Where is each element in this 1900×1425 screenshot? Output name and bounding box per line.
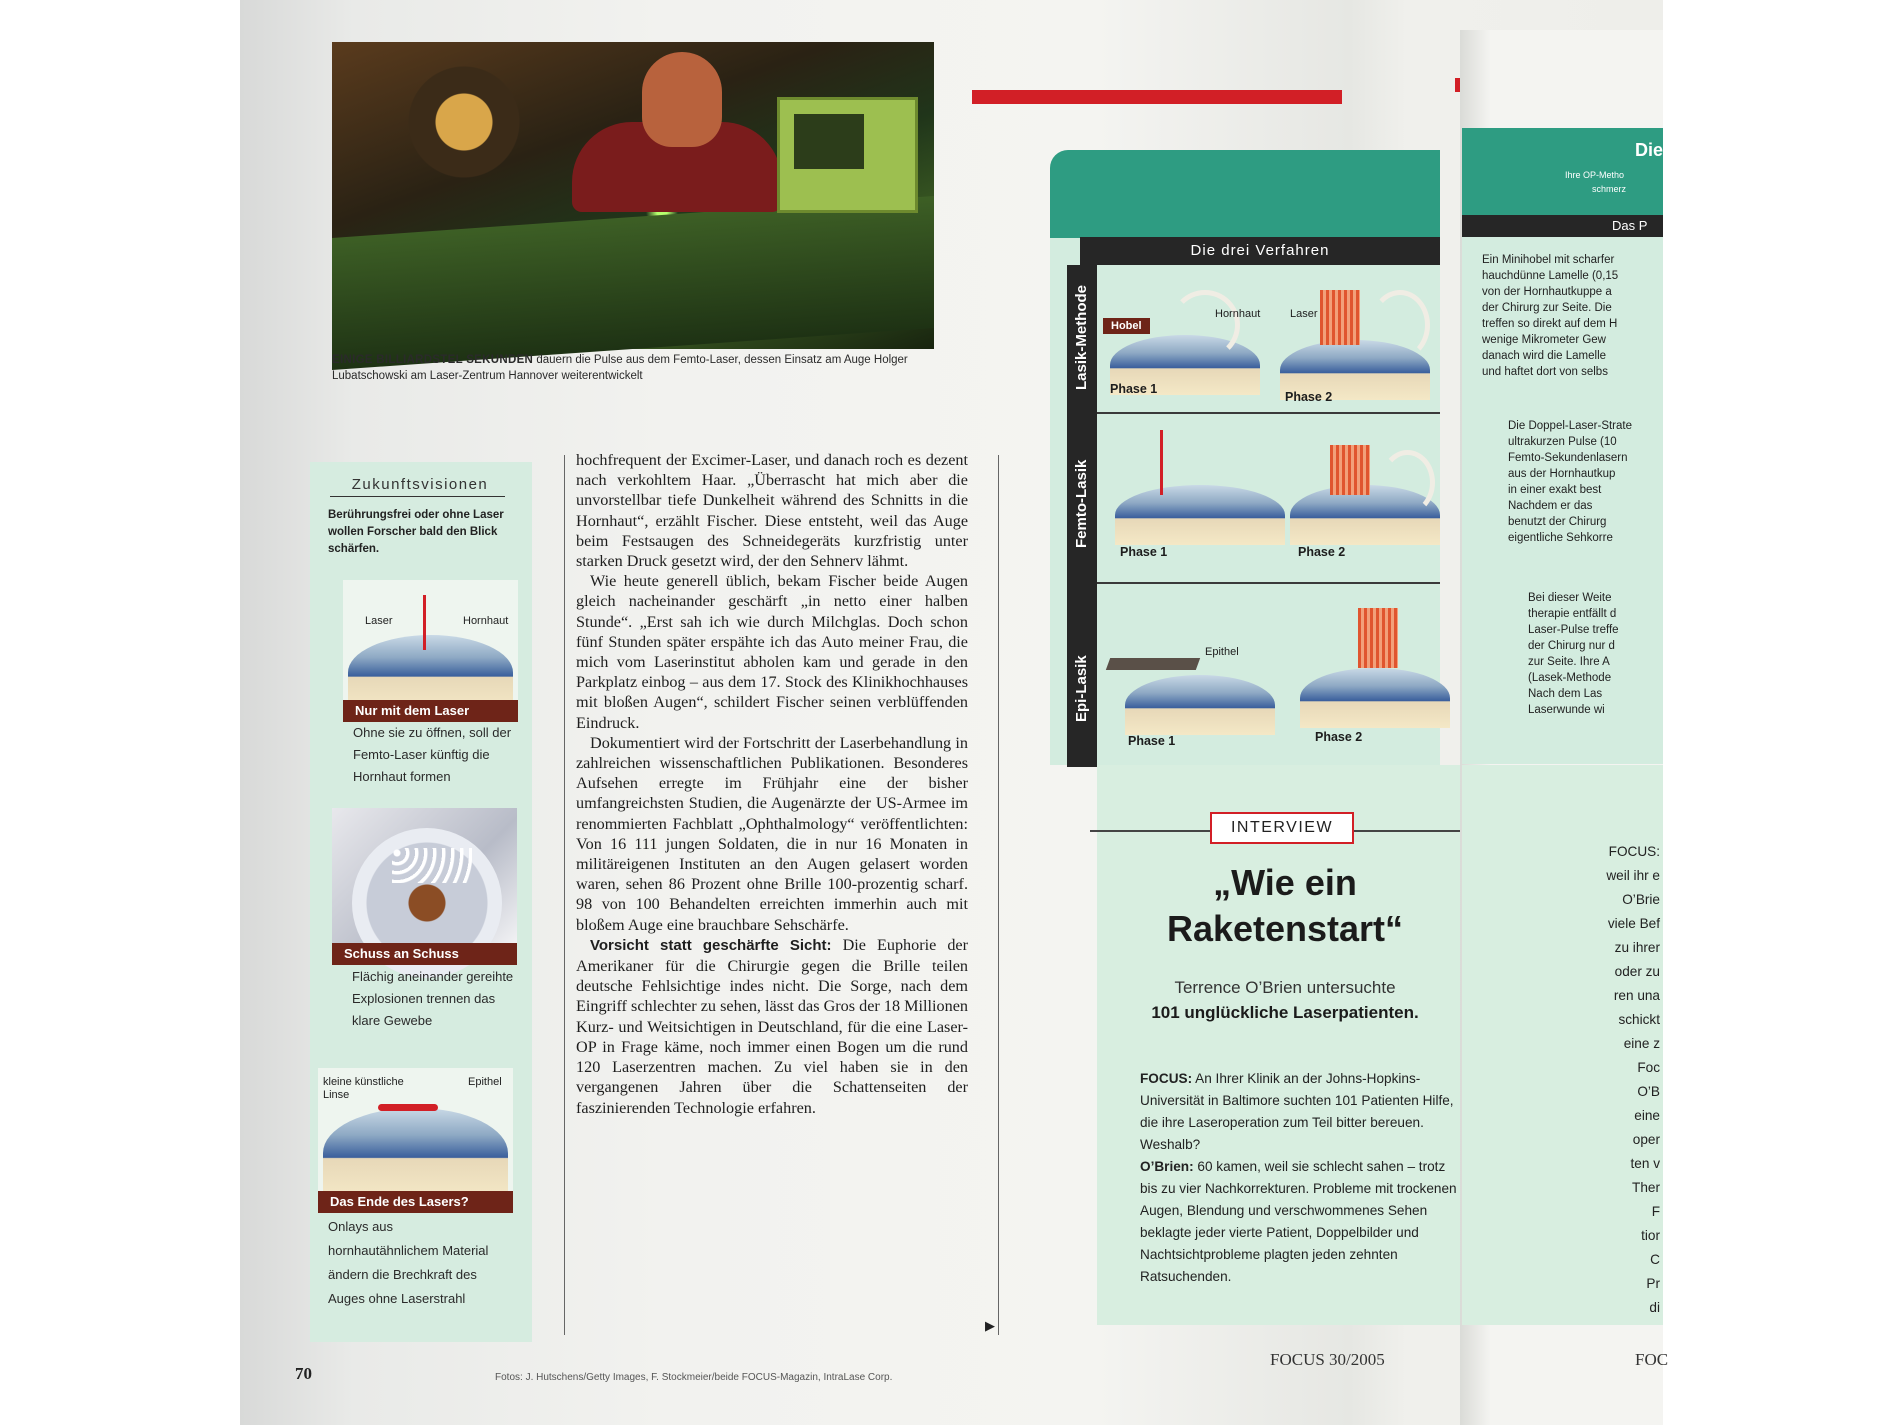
- article-paragraph: hochfrequent der Excimer-Laser, und danach roch es dezent nach verkohltem Haar. „Überrascht hat mich aber die unvorstellbar tiefe Dunkelheit während des Schnitts in die Hornhaut“, erzählt Fischer. Diese entsteht, weil das Auge beim Festsaugen des Schneidegeräts kurzfristig unter starken Druck gesetzt wird, der den Sehnerv lähmt.: [576, 451, 968, 571]
- label-epithel: Epithel: [468, 1076, 502, 1088]
- phase-label: Phase 1: [1110, 382, 1158, 396]
- eye-illustration: [348, 635, 513, 710]
- right-page-line: di: [1649, 1300, 1660, 1315]
- sidebar-subtitle: Berührungsfrei oder ohne Laser wollen Forscher bald den Blick schärfen.: [328, 509, 504, 555]
- right-page-line: oder zu: [1614, 964, 1660, 979]
- right-page-title: Die: [1635, 140, 1664, 160]
- right-page-line: aus der Hornhautkup: [1508, 468, 1616, 480]
- article-paragraph-lead: [576, 935, 968, 1118]
- right-page-line: Ther: [1632, 1180, 1660, 1195]
- pulse-dots: [392, 848, 472, 883]
- right-page-line: therapie entfällt d: [1528, 608, 1617, 620]
- right-page-subtitle2: schmerz: [1592, 184, 1627, 194]
- continue-arrow-icon: ▶: [985, 1318, 995, 1333]
- figure-bar-laser-only: Nur mit dem Laser: [343, 700, 518, 722]
- caption-lead: EINIGE BILLIARDSTEL SEKUNDEN: [332, 354, 534, 366]
- interview-subtitle-line1: Terrence O’Brien untersuchte: [1174, 978, 1396, 997]
- sidebar-rule: [330, 496, 505, 497]
- interview-text: [1140, 1068, 1458, 1288]
- right-page-line: oper: [1632, 1132, 1660, 1147]
- speaker-focus: FOCUS:: [1140, 1071, 1193, 1086]
- red-accent-bar: [972, 90, 1342, 104]
- right-page-line: wenige Mikrometer Gew: [1482, 334, 1606, 346]
- right-page-text-block: [1528, 590, 1619, 718]
- laser-beam-femto: [1330, 445, 1370, 495]
- phase-label: Phase 2: [1315, 730, 1363, 744]
- right-page-subtitle1: Ihre OP-Metho: [1565, 170, 1625, 180]
- figure-shot-by-shot: [332, 808, 517, 948]
- right-page-line: zur Seite. Ihre A: [1528, 656, 1610, 668]
- optical-bench: [332, 196, 934, 370]
- magazine-issue-right: FOC: [1635, 1350, 1669, 1369]
- right-page-text-block: [1482, 252, 1618, 380]
- flap-lasik-phase1: [1170, 290, 1240, 360]
- label-laser: Laser: [365, 615, 393, 627]
- subhead-text: Die Euphorie der Amerikaner für die Chirurgie gegen die Brille teilen deutsche Fehlsichtige indes nicht. Die Sorge, nach dem Eingriff schlechter zu sehen, lässt das Gros der 18 Millionen Kurz- und Weitsichtigen in Deutschland, für die eine Laser-OP in Frage käme, noch immer einen Bogen um die rund 120 Laserzentren machen. Zu viel haben sie in den vergangenen Jahren über die Schattenseiten der faszinierenden Technologie erfahren.: [576, 935, 968, 1117]
- right-page-line: von der Hornhautkuppe a: [1482, 286, 1612, 298]
- speaker-obrien: O’Brien:: [1140, 1159, 1194, 1174]
- right-page-line: der Chirurg zur Seite. Die: [1482, 302, 1612, 314]
- oscilloscope-screen: [794, 114, 864, 169]
- right-page-line: viele Bef: [1607, 916, 1660, 931]
- right-page-line: F: [1651, 1204, 1660, 1219]
- label-hornhaut: Hornhaut: [1215, 308, 1261, 320]
- right-page-line: Femto-Sekundenlasern: [1508, 452, 1628, 464]
- interview-tag: INTERVIEW: [1210, 812, 1354, 844]
- article-paragraph: Dokumentiert wird der Fortschritt der Laserbehandlung in zahlreichen wissenschaftlichen Publikationen. Besonderes Aufsehen erregte im Frühjahr eine der bisher umfangreichsten Studien, die Augenärzte der US-Armee im renommierten Fachblatt „Ophthalmology“ veröffentlichten: Von 16 111 jungen Soldaten, die in nur 16 Monaten in militäreigenen Instituten an den Augen gelasert worden waren, sehen 86 Prozent ohne Brille 100-prozentig scharf. 98 von 100 Behandelten erreichten immerhin auch mit bloßem Auge eine brauchbare Sehschärfe.: [576, 733, 968, 934]
- flap-lasik-phase2: [1370, 290, 1430, 360]
- phase-label: Phase 2: [1298, 545, 1346, 559]
- article-column: [576, 450, 968, 1338]
- epi-blade: [1106, 658, 1200, 670]
- right-page-line: weil ihr e: [1606, 868, 1660, 883]
- subhead: Vorsicht statt geschärfte Sicht:: [590, 936, 832, 954]
- right-page-line: ten v: [1630, 1156, 1660, 1171]
- tool-hobel: Hobel: [1103, 318, 1150, 334]
- figure-laser-only: [343, 580, 518, 705]
- right-page-line: O’Brie: [1622, 892, 1660, 907]
- right-page-line: Ein Minihobel mit scharfer: [1482, 254, 1615, 266]
- right-page-line: FOCUS:: [1608, 844, 1660, 859]
- right-page-line: Pr: [1646, 1276, 1660, 1291]
- figure-bar-end-of-laser: Das Ende des Lasers?: [318, 1191, 513, 1213]
- right-page-green-header: [1462, 128, 1663, 216]
- phase-label: Phase 2: [1285, 390, 1333, 404]
- right-page-interview-block: [1580, 840, 1660, 1320]
- right-page-line: Nachdem er das: [1508, 500, 1593, 512]
- figure-text-laser-only: Ohne sie zu öffnen, soll der Femto-Laser künftig die Hornhaut formen: [353, 725, 512, 784]
- question-text: An Ihrer Klinik an der Johns-Hopkins-Universität in Baltimore suchten 101 Patienten Hilfe, die ihre Laseroperation zum Teil bitter bereuen. Weshalb?: [1140, 1071, 1454, 1152]
- page-number: 70: [295, 1364, 312, 1383]
- laser-lab-photo: [332, 42, 934, 349]
- interview-subtitle: [1120, 975, 1450, 1025]
- column-rule-left: [564, 455, 565, 1335]
- figure-bar-shot-by-shot: Schuss an Schuss: [332, 943, 517, 965]
- procedures-header: Die drei Verfahren: [1080, 237, 1440, 265]
- laser-beam: [423, 595, 426, 650]
- photo-caption: [332, 352, 952, 384]
- right-page-line: danach wird die Lamelle: [1482, 350, 1607, 362]
- eye-femto-phase1: [1115, 485, 1285, 545]
- row-label-epi-lasik: Epi-Lasik: [1073, 655, 1090, 722]
- magazine-spread: [240, 0, 1669, 1425]
- interview-subtitle-line2: 101 unglückliche Laserpatienten.: [1151, 1003, 1419, 1022]
- laser-beam-epi: [1358, 608, 1398, 668]
- eye-epi-phase1: [1125, 675, 1275, 735]
- right-page-line: benutzt der Chirurg: [1508, 516, 1607, 528]
- right-page-line: Die Doppel-Laser-Strate: [1508, 420, 1633, 432]
- figure-text-end-of-laser: Onlays aus hornhautähnlichem Material ändern die Brechkraft des Auges ohne Laserstrahl: [328, 1219, 489, 1306]
- phase-label: Phase 1: [1120, 545, 1168, 559]
- answer-text: 60 kamen, weil sie schlecht sahen – trotz bis zu vier Nachkorrekturen. Probleme mit trockenen Augen, Blendung und verschwommenes Sehen beklagte jeder vierte Patient, Doppelbilder und Nachtsichtprobleme plagten jeden zehnten Ratsuchenden.: [1140, 1159, 1457, 1284]
- procedures-green-header: [1050, 150, 1440, 238]
- laser-beam-lasik: [1320, 290, 1360, 345]
- right-page-line: und haftet dort von selbs: [1482, 366, 1608, 378]
- right-page-line: tior: [1641, 1228, 1660, 1243]
- researcher-head: [642, 52, 722, 147]
- right-page-line: Foc: [1637, 1060, 1660, 1075]
- right-page-line: ultrakurzen Pulse (10: [1508, 436, 1617, 448]
- row-divider: [1097, 412, 1440, 414]
- right-page-line: Laserwunde wi: [1528, 704, 1605, 716]
- article-paragraph: Wie heute generell üblich, bekam Fischer beide Augen gleich nacheinander geschärft „in netto einer halben Stunde“. „Erst sah ich wie durch Milchglas. Doch schon fünf Stunden später erspähte ich das Auto meiner Frau, die mich vom Laserinstitut abholen kam und gerade in den Parkplatz einbog – aus dem 17. Stock des Klinikhochhauses mit bloßen Augen“, schildert Fischer seinen verblüffenden Eindruck.: [576, 572, 968, 732]
- figure-end-of-laser: [318, 1068, 513, 1193]
- row-divider: [1097, 582, 1440, 584]
- right-page-line: eine: [1634, 1108, 1660, 1123]
- column-rule-right: [998, 455, 999, 1335]
- right-page-line: O’B: [1637, 1084, 1660, 1099]
- right-page-text-block: [1508, 418, 1632, 546]
- label-laser: Laser: [1290, 308, 1318, 320]
- eye-onlay-illustration: [323, 1108, 508, 1198]
- right-page-line: schickt: [1618, 1012, 1660, 1027]
- magazine-issue: FOCUS 30/2005: [1270, 1350, 1385, 1369]
- femto-laser-beam: [1160, 430, 1163, 495]
- label-hornhaut: Hornhaut: [463, 615, 509, 627]
- label-epithel: Epithel: [1205, 646, 1239, 658]
- right-page-line: hauchdünne Lamelle (0,15: [1482, 270, 1619, 282]
- artificial-lens: [378, 1104, 438, 1111]
- right-page-line: eigentliche Sehkorre: [1508, 532, 1613, 544]
- right-page-line: (Lasek-Methode: [1528, 672, 1612, 684]
- right-page-line: treffen so direkt auf dem H: [1482, 318, 1618, 330]
- row-label-lasik: Lasik-Methode: [1073, 284, 1090, 390]
- phase-label: Phase 1: [1128, 734, 1176, 748]
- right-page-head: Das P: [1612, 218, 1648, 233]
- right-page-line: Nach dem Las: [1528, 688, 1603, 700]
- photo-credit: Fotos: J. Hutschens/Getty Images, F. Stockmeier/beide FOCUS-Magazin, IntraLase Corp.: [495, 1372, 893, 1383]
- right-page-line: der Chirurg nur d: [1528, 640, 1615, 652]
- figure-text-shot-by-shot: Flächig aneinander gereihte Explosionen trennen das klare Gewebe: [352, 969, 514, 1028]
- label-artificial-lens: kleine künstliche Linse: [323, 1076, 404, 1101]
- flap-femto-phase2: [1380, 450, 1435, 515]
- caption-text: dauern die Pulse aus dem Femto-Laser, dessen Einsatz am Auge Holger Lubatschowski am Laser-Zentrum Hannover weiterentwickelt: [332, 354, 908, 382]
- right-page-line: C: [1650, 1252, 1660, 1267]
- right-page-line: eine z: [1623, 1036, 1660, 1051]
- right-page-line: ren una: [1613, 988, 1660, 1003]
- sidebar-title: Zukunftsvisionen: [351, 476, 489, 493]
- row-label-femto-lasik: Femto-Lasik: [1073, 459, 1090, 548]
- right-page-line: in einer exakt best: [1508, 484, 1602, 496]
- right-page-line: zu ihrer: [1614, 940, 1660, 955]
- right-page-line: Laser-Pulse treffe: [1528, 624, 1619, 636]
- right-page-line: Bei dieser Weite: [1528, 592, 1612, 604]
- eye-epi-phase2: [1300, 668, 1450, 728]
- interview-title: „Wie ein Raketenstart“: [1166, 862, 1404, 949]
